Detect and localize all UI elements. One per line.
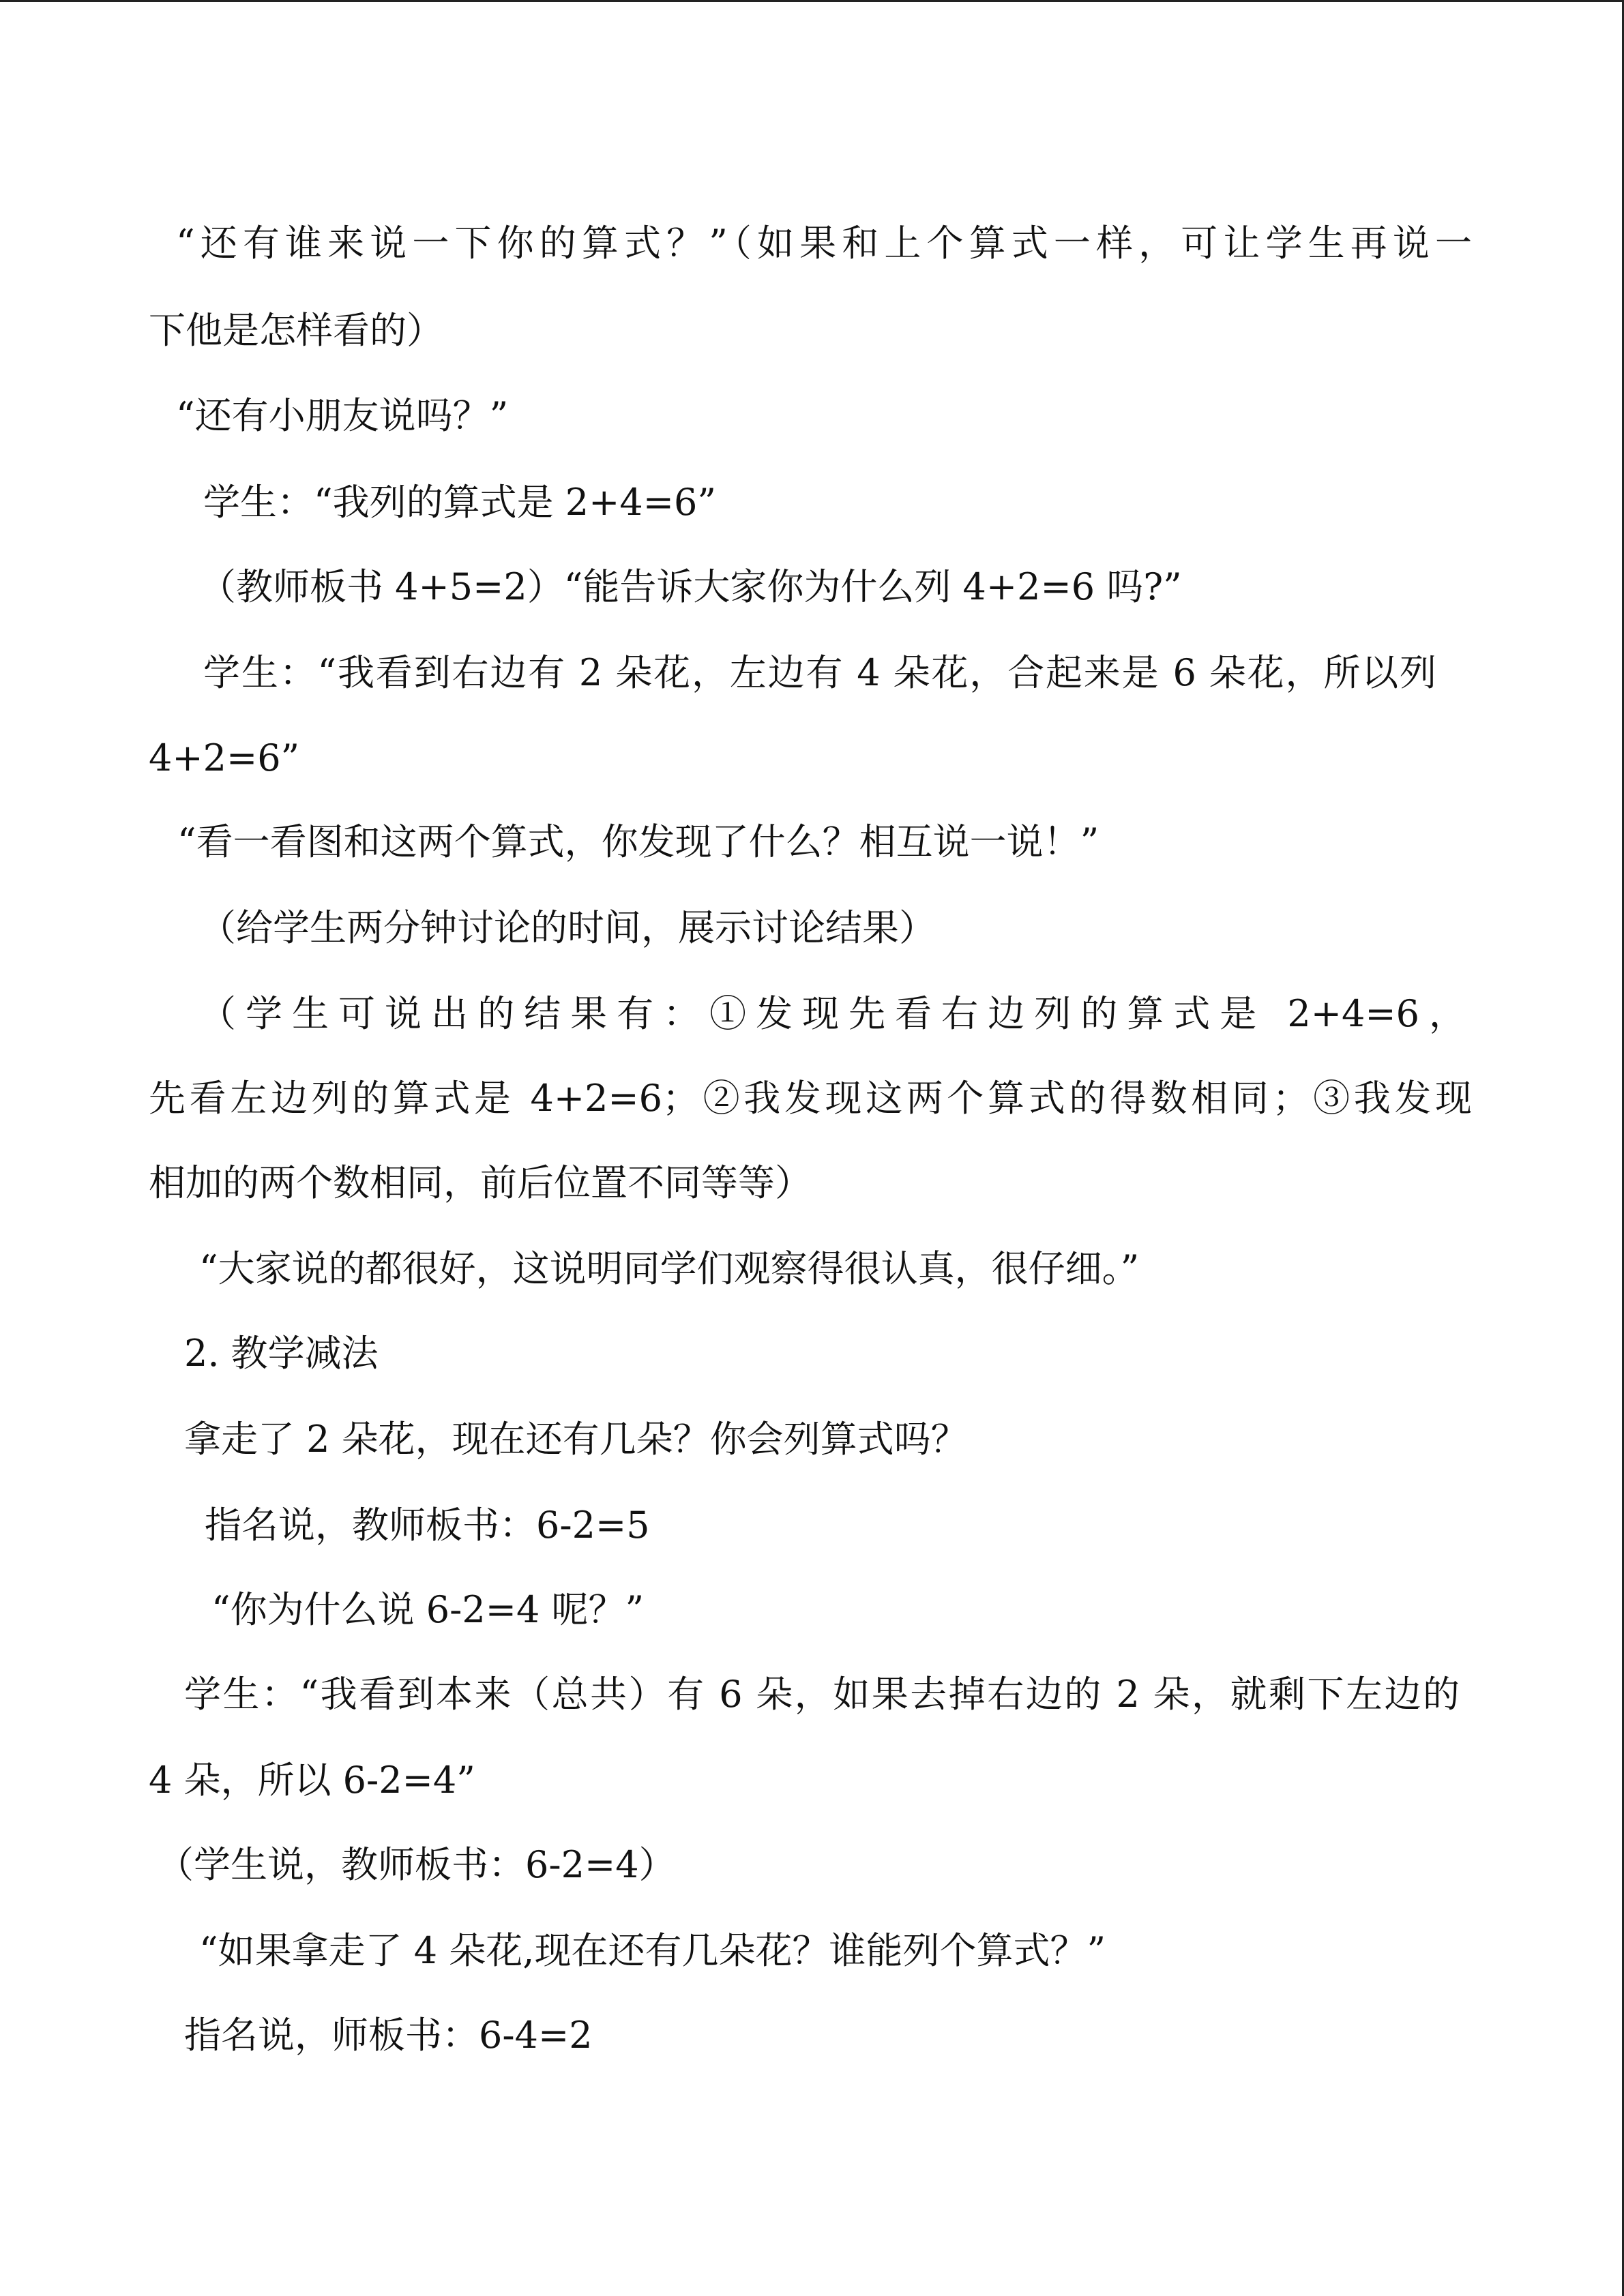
text-line-21: “如果拿走了 4 朵花,现在还有几朵花？谁能列个算式？” bbox=[199, 1929, 1106, 1972]
text-line-8: “看一看图和这两个算式，你发现了什么？相互说一说！” bbox=[177, 820, 1099, 863]
text-line-18: 学生：“我看到本来（总共）有 6 朵，如果去掉右边的 2 朵，就剩下左边的 bbox=[184, 1673, 1460, 1716]
text-line-11: 先看左边列的算式是 4+2=6；②我发现这两个算式的得数相同；③我发现 bbox=[149, 1077, 1472, 1120]
text-line-22: 指名说，师板书：6-4=2 bbox=[184, 2014, 593, 2057]
text-line-3: “还有小朋友说吗？” bbox=[176, 394, 509, 437]
text-line-10: （学生可说出的结果有：①发现先看右边列的算式是 2+4=6， bbox=[199, 992, 1466, 1035]
text-line-2: 下他是怎样看的） bbox=[149, 309, 443, 352]
text-line-19: 4 朵，所以 6-2=4” bbox=[149, 1759, 475, 1802]
text-line-16: 指名说，教师板书：6-2=5 bbox=[205, 1504, 650, 1547]
text-line-4: 学生：“我列的算式是 2+4=6” bbox=[203, 481, 716, 524]
text-line-12: 相加的两个数相同，前后位置不同等等） bbox=[149, 1161, 812, 1204]
text-line-17: “你为什么说 6-2=4 呢？” bbox=[211, 1588, 645, 1631]
text-line-15: 拿走了 2 朵花，现在还有几朵？你会列算式吗？ bbox=[184, 1418, 968, 1461]
text-line-20: （学生说，教师板书：6-2=4） bbox=[157, 1843, 676, 1886]
text-line-1: “还有谁来说一下你的算式？”（如果和上个算式一样，可让学生再说一 bbox=[176, 222, 1472, 265]
text-line-9: （给学生两分钟讨论的时间，展示讨论结果） bbox=[199, 906, 936, 949]
text-line-5: （教师板书 4+5=2）“能告诉大家你为什么列 4+2=6 吗?” bbox=[199, 565, 1182, 608]
text-line-6: 学生：“我看到右边有 2 朵花，左边有 4 朵花，合起来是 6 朵花，所以列 bbox=[203, 651, 1436, 694]
text-line-7: 4+2=6” bbox=[149, 736, 300, 779]
text-line-14: 2. 教学减法 bbox=[184, 1332, 379, 1375]
text-line-13: “大家说的都很好，这说明同学们观察得很认真，很仔细。” bbox=[199, 1247, 1140, 1290]
